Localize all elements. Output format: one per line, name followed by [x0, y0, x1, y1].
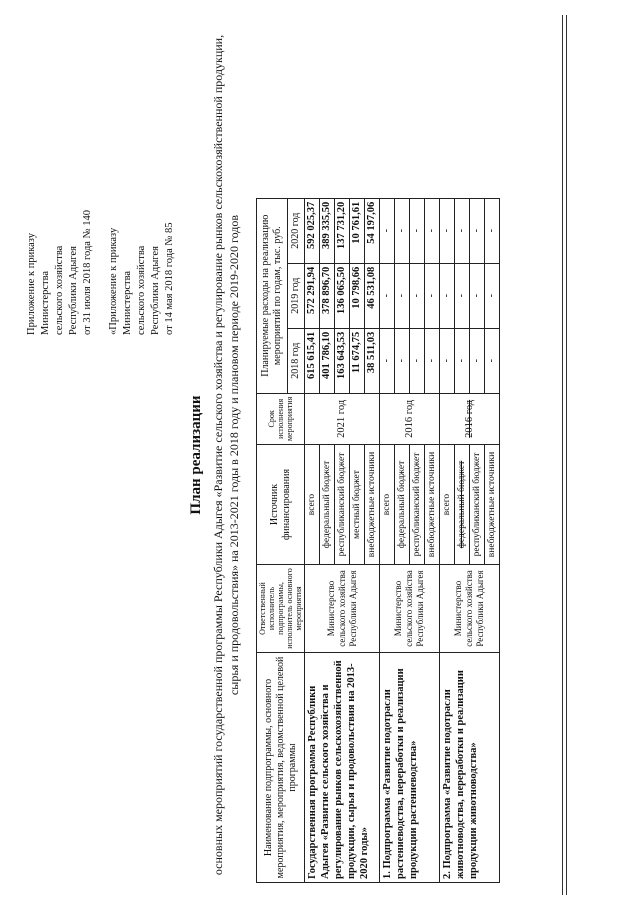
value-cell: 136 065,50: [335, 263, 350, 328]
source-cell: федеральный бюджет: [455, 445, 470, 565]
value-cell: 38 511,03: [365, 328, 380, 393]
value-cell: -: [455, 198, 470, 263]
appendix-line: сельского хозяйства: [54, 245, 65, 335]
source-cell: всего: [380, 445, 395, 565]
value-cell: -: [470, 263, 485, 328]
value-cell: -: [380, 263, 395, 328]
value-cell: 163 643,53: [335, 328, 350, 393]
table-row: [440, 198, 455, 882]
plan-table: [256, 198, 500, 883]
appendix-line: от 14 мая 2018 года № 85: [164, 222, 175, 335]
appendix-line: «Приложение к приказу: [108, 227, 119, 335]
subprogram-2-term: 2016 год: [440, 393, 500, 444]
header-name: Наименование подпрограммы, основного мероприятия, мероприятия, ведомственной целевой программы: [257, 653, 305, 883]
appendix-line: Приложение к приказу: [26, 233, 37, 335]
header-year-2020: 2020 год: [287, 198, 304, 263]
value-cell: -: [425, 198, 440, 263]
appendix-line: Республики Адыгея: [150, 246, 161, 335]
appendix-line: от 31 июля 2018 года № 140: [82, 210, 93, 335]
subprogram-1-term: 2016 год: [380, 393, 440, 444]
value-cell: -: [410, 263, 425, 328]
appendix-line: Республики Адыгея: [68, 246, 79, 335]
program-responsible: Министерство сельского хозяйства Республики Адыгея: [305, 565, 380, 653]
value-cell: -: [440, 263, 455, 328]
source-cell: республиканский бюджет: [410, 445, 425, 565]
subprogram-2-name: 2. Подпрограмма «Развитие подотрасли животноводства, переработки и реализации продукции животноводства»: [440, 653, 500, 883]
source-cell: всего: [305, 445, 320, 565]
value-cell: -: [395, 328, 410, 393]
document-subtitle: основных мероприятий государственной программы Республики Адыгея «Развитие сельского хозяйства и регулирование рынков сельскохозяйственной продукции, сырья и продовольствия» на 2013-2021 годы в 2018 году и плановом периоде 2019-2020 годов: [211, 34, 241, 876]
value-cell: 11 674,75: [350, 328, 365, 393]
value-cell: 401 786,10: [320, 328, 335, 393]
value-cell: 572 291,94: [305, 263, 320, 328]
scan-artifact-line: [566, 15, 567, 895]
source-cell: всего: [440, 445, 455, 565]
value-cell: -: [470, 328, 485, 393]
appendix-line: сельского хозяйства: [136, 245, 147, 335]
source-cell: республиканский бюджет: [470, 445, 485, 565]
table-row: [305, 198, 320, 882]
source-cell: внебюджетные источники: [365, 445, 380, 565]
value-cell: -: [485, 328, 500, 393]
table-row: [380, 198, 395, 882]
value-cell: -: [395, 198, 410, 263]
value-cell: 137 731,20: [335, 198, 350, 263]
rotated-sheet: [20, 15, 620, 895]
value-cell: -: [425, 328, 440, 393]
value-cell: -: [395, 263, 410, 328]
value-cell: 10 798,66: [350, 263, 365, 328]
value-cell: -: [410, 328, 425, 393]
program-term: 2021 год: [305, 393, 380, 444]
appendix-note: [25, 35, 177, 335]
source-cell: внебюджетные источники: [425, 445, 440, 565]
value-cell: -: [470, 198, 485, 263]
value-cell: -: [425, 263, 440, 328]
value-cell: -: [455, 328, 470, 393]
subprogram-2-responsible: Министерство сельского хозяйства Республики Адыгея: [440, 565, 500, 653]
value-cell: 10 761,61: [350, 198, 365, 263]
source-cell: федеральный бюджет: [395, 445, 410, 565]
value-cell: 592 025,37: [305, 198, 320, 263]
value-cell: 389 335,50: [320, 198, 335, 263]
value-cell: -: [455, 263, 470, 328]
value-cell: 615 615,41: [305, 328, 320, 393]
value-cell: -: [485, 198, 500, 263]
subprogram-1-name: 1. Подпрограмма «Развитие подотрасли растениеводства, переработки и реализации продукции растениеводства»: [380, 653, 440, 883]
header-responsible: Ответственный исполнитель подпрограммы, исполнитель основного мероприятия: [257, 565, 305, 653]
header-row: [257, 198, 288, 882]
scan-artifact-line: [562, 15, 563, 895]
value-cell: -: [380, 328, 395, 393]
header-year-2019: 2019 год: [287, 263, 304, 328]
document-title: План реализации: [188, 395, 204, 515]
appendix-line: Министерства: [40, 270, 51, 335]
value-cell: -: [380, 198, 395, 263]
header-year-2018: 2018 год: [287, 328, 304, 393]
appendix-line: Министерства: [122, 270, 133, 335]
value-cell: 378 896,70: [320, 263, 335, 328]
value-cell: 46 531,08: [365, 263, 380, 328]
source-cell: местный бюджет: [350, 445, 365, 565]
source-cell: федеральный бюджет: [320, 445, 335, 565]
header-source: Источник финансирования: [257, 445, 305, 565]
program-name: Государственная программа Республики Адыгея «Развитие сельского хозяйства и регулирование рынков сельскохозяйственной продукции, сырья и продовольствия на 2013-2020 годы»: [305, 653, 380, 883]
value-cell: -: [440, 328, 455, 393]
value-cell: -: [440, 198, 455, 263]
source-cell: внебюджетные источники: [485, 445, 500, 565]
header-planned: Планируемые расходы на реализацию мероприятий по годам, тыс. руб.: [257, 198, 288, 393]
subprogram-1-responsible: Министерство сельского хозяйства Республики Адыгея: [380, 565, 440, 653]
value-cell: -: [410, 198, 425, 263]
source-cell: республиканский бюджет: [335, 445, 350, 565]
value-cell: -: [485, 263, 500, 328]
value-cell: 54 197,06: [365, 198, 380, 263]
header-term: Срок исполнения мероприятия: [257, 393, 305, 444]
